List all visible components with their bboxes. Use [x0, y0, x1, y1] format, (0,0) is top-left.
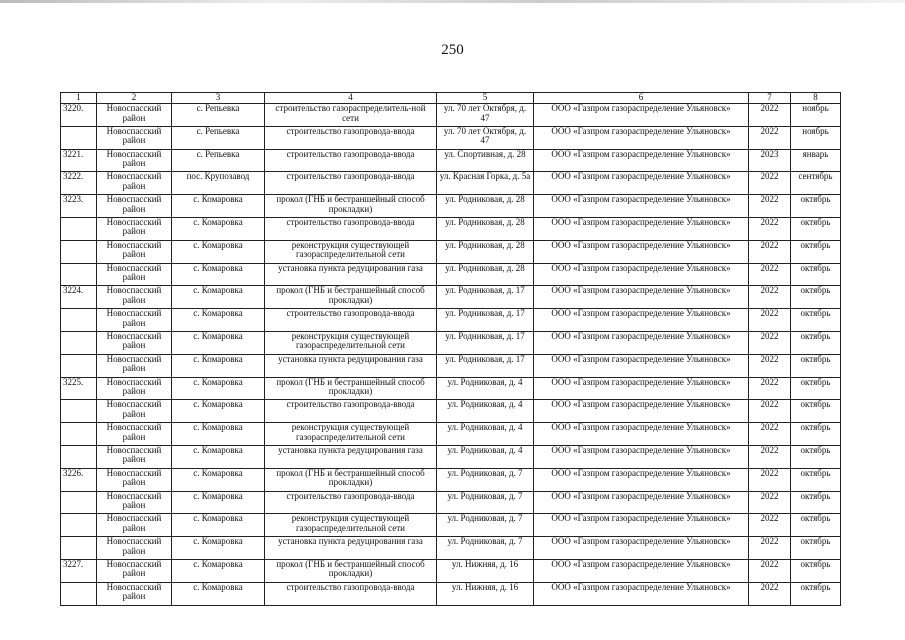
row-number: [61, 400, 97, 423]
settlement-cell: с. Комаровка: [172, 559, 265, 582]
work-type-cell: реконструкция существующей газораспределительной сети: [265, 423, 437, 446]
table-row: [61, 309, 841, 332]
district-cell: Новоспасский район: [97, 172, 172, 195]
district-cell: Новоспасский район: [97, 468, 172, 491]
address-cell: ул. Родниковая, д. 4: [437, 445, 534, 468]
row-number: 3224.: [61, 286, 97, 309]
table-row: [61, 354, 841, 377]
year-cell: 2023: [749, 149, 791, 172]
row-number: [61, 309, 97, 332]
table-row: [61, 240, 841, 263]
district-cell: Новоспасский район: [97, 217, 172, 240]
address-cell: ул. Родниковая, д. 4: [437, 377, 534, 400]
district-cell: Новоспасский район: [97, 126, 172, 149]
row-number: [61, 423, 97, 446]
year-cell: 2022: [749, 491, 791, 514]
district-cell: Новоспасский район: [97, 423, 172, 446]
scan-edge: [0, 0, 905, 3]
month-cell: октябрь: [791, 240, 841, 263]
work-type-cell: установка пункта редуцирования газа: [265, 445, 437, 468]
district-cell: Новоспасский район: [97, 195, 172, 218]
month-cell: октябрь: [791, 377, 841, 400]
settlement-cell: с. Комаровка: [172, 400, 265, 423]
column-header: 2: [97, 93, 172, 104]
work-type-cell: прокол (ГНБ и бестраншейный способ прокладки): [265, 377, 437, 400]
header-row: [61, 93, 841, 104]
month-cell: ноябрь: [791, 104, 841, 127]
organization-cell: ООО «Газпром газораспределение Ульяновск»: [534, 468, 749, 491]
table-row: [61, 582, 841, 605]
page-number: 250: [441, 42, 464, 58]
year-cell: 2022: [749, 172, 791, 195]
year-cell: 2022: [749, 126, 791, 149]
settlement-cell: с. Комаровка: [172, 240, 265, 263]
address-cell: ул. Родниковая, д. 28: [437, 240, 534, 263]
work-type-cell: строительство газораспределитель-ной сети: [265, 104, 437, 127]
year-cell: 2022: [749, 423, 791, 446]
settlement-cell: с. Комаровка: [172, 514, 265, 537]
settlement-cell: с. Комаровка: [172, 537, 265, 560]
column-header: 1: [61, 93, 97, 104]
district-cell: Новоспасский район: [97, 445, 172, 468]
year-cell: 2022: [749, 400, 791, 423]
column-header: 8: [791, 93, 841, 104]
organization-cell: ООО «Газпром газораспределение Ульяновск»: [534, 582, 749, 605]
settlement-cell: пос. Крупозавод: [172, 172, 265, 195]
organization-cell: ООО «Газпром газораспределение Ульяновск»: [534, 377, 749, 400]
year-cell: 2022: [749, 286, 791, 309]
year-cell: 2022: [749, 104, 791, 127]
table-row: [61, 331, 841, 354]
row-number: 3221.: [61, 149, 97, 172]
organization-cell: ООО «Газпром газораспределение Ульяновск»: [534, 331, 749, 354]
year-cell: 2022: [749, 559, 791, 582]
settlement-cell: с. Комаровка: [172, 331, 265, 354]
registry-table: [60, 92, 841, 606]
district-cell: Новоспасский район: [97, 240, 172, 263]
table-row: [61, 195, 841, 218]
district-cell: Новоспасский район: [97, 400, 172, 423]
work-type-cell: установка пункта редуцирования газа: [265, 354, 437, 377]
address-cell: ул. Родниковая, д. 4: [437, 400, 534, 423]
month-cell: октябрь: [791, 400, 841, 423]
row-number: 3223.: [61, 195, 97, 218]
organization-cell: ООО «Газпром газораспределение Ульяновск»: [534, 149, 749, 172]
settlement-cell: с. Репьевка: [172, 104, 265, 127]
row-number: [61, 354, 97, 377]
address-cell: ул. 70 лет Октября, д. 47: [437, 126, 534, 149]
district-cell: Новоспасский район: [97, 263, 172, 286]
address-cell: ул. Родниковая, д. 28: [437, 195, 534, 218]
month-cell: октябрь: [791, 217, 841, 240]
address-cell: ул. Родниковая, д. 28: [437, 263, 534, 286]
address-cell: ул. Родниковая, д. 17: [437, 286, 534, 309]
year-cell: 2022: [749, 537, 791, 560]
work-type-cell: установка пункта редуцирования газа: [265, 263, 437, 286]
column-header: 3: [172, 93, 265, 104]
row-number: [61, 126, 97, 149]
year-cell: 2022: [749, 514, 791, 537]
work-type-cell: строительство газопровода-ввода: [265, 149, 437, 172]
month-cell: октябрь: [791, 514, 841, 537]
month-cell: сентябрь: [791, 172, 841, 195]
settlement-cell: с. Комаровка: [172, 195, 265, 218]
organization-cell: ООО «Газпром газораспределение Ульяновск»: [534, 491, 749, 514]
settlement-cell: с. Комаровка: [172, 582, 265, 605]
organization-cell: ООО «Газпром газораспределение Ульяновск»: [534, 172, 749, 195]
table-row: [61, 149, 841, 172]
organization-cell: ООО «Газпром газораспределение Ульяновск»: [534, 537, 749, 560]
year-cell: 2022: [749, 377, 791, 400]
table-row: [61, 172, 841, 195]
address-cell: ул. Родниковая, д. 17: [437, 354, 534, 377]
row-number: [61, 514, 97, 537]
month-cell: октябрь: [791, 445, 841, 468]
address-cell: ул. Нижняя, д. 16: [437, 559, 534, 582]
address-cell: ул. Родниковая, д. 7: [437, 537, 534, 560]
table-row: [61, 423, 841, 446]
month-cell: октябрь: [791, 468, 841, 491]
work-type-cell: строительство газопровода-ввода: [265, 126, 437, 149]
month-cell: октябрь: [791, 286, 841, 309]
organization-cell: ООО «Газпром газораспределение Ульяновск»: [534, 423, 749, 446]
table-row: [61, 286, 841, 309]
organization-cell: ООО «Газпром газораспределение Ульяновск»: [534, 217, 749, 240]
month-cell: октябрь: [791, 331, 841, 354]
district-cell: Новоспасский район: [97, 491, 172, 514]
month-cell: октябрь: [791, 423, 841, 446]
district-cell: Новоспасский район: [97, 354, 172, 377]
table-row: [61, 491, 841, 514]
address-cell: ул. 70 лет Октября, д. 47: [437, 104, 534, 127]
organization-cell: ООО «Газпром газораспределение Ульяновск»: [534, 559, 749, 582]
row-number: [61, 537, 97, 560]
column-header: 4: [265, 93, 437, 104]
work-type-cell: строительство газопровода-ввода: [265, 309, 437, 332]
address-cell: ул. Родниковая, д. 7: [437, 491, 534, 514]
work-type-cell: реконструкция существующей газораспределительной сети: [265, 514, 437, 537]
district-cell: Новоспасский район: [97, 286, 172, 309]
work-type-cell: установка пункта редуцирования газа: [265, 537, 437, 560]
row-number: [61, 582, 97, 605]
address-cell: ул. Родниковая, д. 28: [437, 217, 534, 240]
row-number: 3226.: [61, 468, 97, 491]
organization-cell: ООО «Газпром газораспределение Ульяновск»: [534, 400, 749, 423]
row-number: 3222.: [61, 172, 97, 195]
settlement-cell: с. Комаровка: [172, 354, 265, 377]
table-row: [61, 104, 841, 127]
table-row: [61, 445, 841, 468]
column-header: 6: [534, 93, 749, 104]
month-cell: октябрь: [791, 263, 841, 286]
organization-cell: ООО «Газпром газораспределение Ульяновск»: [534, 126, 749, 149]
year-cell: 2022: [749, 195, 791, 218]
settlement-cell: с. Комаровка: [172, 468, 265, 491]
address-cell: ул. Родниковая, д. 17: [437, 309, 534, 332]
organization-cell: ООО «Газпром газораспределение Ульяновск»: [534, 286, 749, 309]
table-row: [61, 126, 841, 149]
work-type-cell: строительство газопровода-ввода: [265, 400, 437, 423]
month-cell: октябрь: [791, 354, 841, 377]
district-cell: Новоспасский район: [97, 149, 172, 172]
month-cell: октябрь: [791, 195, 841, 218]
table-row: [61, 537, 841, 560]
settlement-cell: с. Комаровка: [172, 309, 265, 332]
organization-cell: ООО «Газпром газораспределение Ульяновск»: [534, 240, 749, 263]
district-cell: Новоспасский район: [97, 104, 172, 127]
district-cell: Новоспасский район: [97, 582, 172, 605]
month-cell: октябрь: [791, 309, 841, 332]
table-row: [61, 377, 841, 400]
district-cell: Новоспасский район: [97, 377, 172, 400]
settlement-cell: с. Репьевка: [172, 126, 265, 149]
district-cell: Новоспасский район: [97, 559, 172, 582]
column-header: 5: [437, 93, 534, 104]
row-number: [61, 331, 97, 354]
work-type-cell: прокол (ГНБ и бестраншейный способ прокладки): [265, 286, 437, 309]
month-cell: ноябрь: [791, 126, 841, 149]
work-type-cell: строительство газопровода-ввода: [265, 172, 437, 195]
organization-cell: ООО «Газпром газораспределение Ульяновск»: [534, 263, 749, 286]
work-type-cell: строительство газопровода-ввода: [265, 491, 437, 514]
year-cell: 2022: [749, 354, 791, 377]
year-cell: 2022: [749, 445, 791, 468]
row-number: 3227.: [61, 559, 97, 582]
work-type-cell: реконструкция существующей газораспределительной сети: [265, 331, 437, 354]
district-cell: Новоспасский район: [97, 309, 172, 332]
settlement-cell: с. Комаровка: [172, 377, 265, 400]
row-number: [61, 445, 97, 468]
work-type-cell: прокол (ГНБ и бестраншейный способ прокладки): [265, 559, 437, 582]
month-cell: январь: [791, 149, 841, 172]
settlement-cell: с. Комаровка: [172, 491, 265, 514]
organization-cell: ООО «Газпром газораспределение Ульяновск»: [534, 445, 749, 468]
table-row: [61, 263, 841, 286]
work-type-cell: прокол (ГНБ и бестраншейный способ прокладки): [265, 468, 437, 491]
table-row: [61, 217, 841, 240]
year-cell: 2022: [749, 240, 791, 263]
organization-cell: ООО «Газпром газораспределение Ульяновск»: [534, 104, 749, 127]
settlement-cell: с. Репьевка: [172, 149, 265, 172]
work-type-cell: прокол (ГНБ и бестраншейный способ прокладки): [265, 195, 437, 218]
address-cell: ул. Нижняя, д. 16: [437, 582, 534, 605]
address-cell: ул. Родниковая, д. 17: [437, 331, 534, 354]
table-row: [61, 559, 841, 582]
row-number: [61, 240, 97, 263]
settlement-cell: с. Комаровка: [172, 423, 265, 446]
table-row: [61, 400, 841, 423]
year-cell: 2022: [749, 263, 791, 286]
table-row: [61, 514, 841, 537]
month-cell: октябрь: [791, 491, 841, 514]
district-cell: Новоспасский район: [97, 331, 172, 354]
address-cell: ул. Родниковая, д. 7: [437, 514, 534, 537]
month-cell: октябрь: [791, 559, 841, 582]
organization-cell: ООО «Газпром газораспределение Ульяновск»: [534, 309, 749, 332]
settlement-cell: с. Комаровка: [172, 263, 265, 286]
row-number: 3225.: [61, 377, 97, 400]
row-number: 3220.: [61, 104, 97, 127]
row-number: [61, 491, 97, 514]
year-cell: 2022: [749, 582, 791, 605]
organization-cell: ООО «Газпром газораспределение Ульяновск»: [534, 354, 749, 377]
table-row: [61, 468, 841, 491]
column-header: 7: [749, 93, 791, 104]
address-cell: ул. Красная Горка, д. 5а: [437, 172, 534, 195]
district-cell: Новоспасский район: [97, 514, 172, 537]
year-cell: 2022: [749, 309, 791, 332]
address-cell: ул. Спортивная, д. 28: [437, 149, 534, 172]
month-cell: октябрь: [791, 582, 841, 605]
year-cell: 2022: [749, 331, 791, 354]
organization-cell: ООО «Газпром газораспределение Ульяновск»: [534, 514, 749, 537]
work-type-cell: строительство газопровода-ввода: [265, 217, 437, 240]
row-number: [61, 217, 97, 240]
year-cell: 2022: [749, 468, 791, 491]
district-cell: Новоспасский район: [97, 537, 172, 560]
settlement-cell: с. Комаровка: [172, 217, 265, 240]
organization-cell: ООО «Газпром газораспределение Ульяновск»: [534, 195, 749, 218]
work-type-cell: реконструкция существующей газораспределительной сети: [265, 240, 437, 263]
settlement-cell: с. Комаровка: [172, 286, 265, 309]
month-cell: октябрь: [791, 537, 841, 560]
settlement-cell: с. Комаровка: [172, 445, 265, 468]
address-cell: ул. Родниковая, д. 7: [437, 468, 534, 491]
row-number: [61, 263, 97, 286]
year-cell: 2022: [749, 217, 791, 240]
work-type-cell: строительство газопровода-ввода: [265, 582, 437, 605]
address-cell: ул. Родниковая, д. 4: [437, 423, 534, 446]
